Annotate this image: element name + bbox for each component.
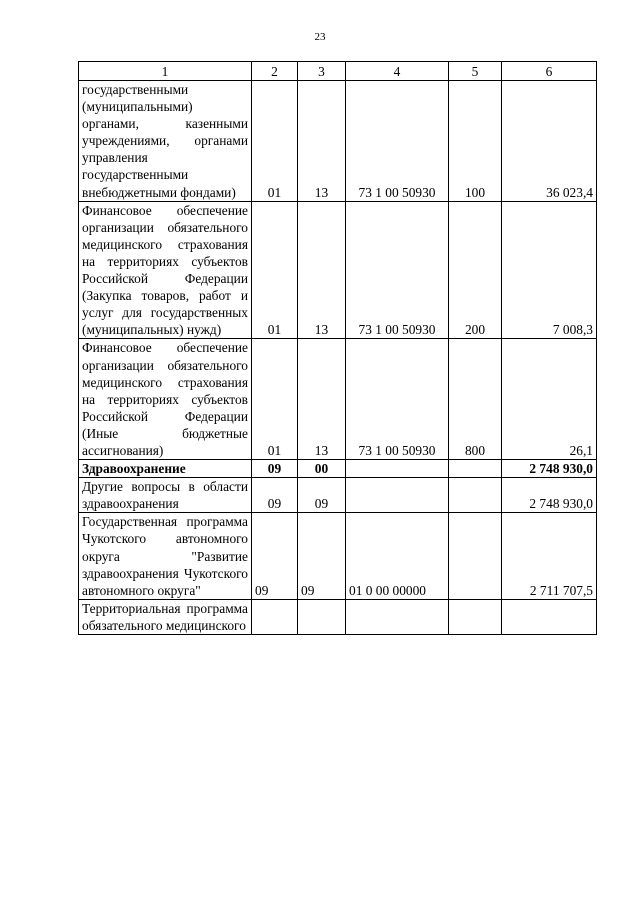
row-name: Другие вопросы в области здравоохранения (79, 478, 252, 513)
row-name: государственными (муниципальными) органами, казенными учреждениями, органами управления государственными внебюджетными фондами) (79, 81, 252, 202)
column-header: 6 (502, 62, 597, 81)
column-header: 1 (79, 62, 252, 81)
row-target-article: 73 1 00 50930 (346, 339, 449, 460)
budget-table (78, 61, 597, 635)
row-name: Территориальная программа обязательного медицинского (79, 599, 252, 634)
table-row (79, 478, 597, 513)
row-expense-type: 200 (449, 201, 502, 339)
table-row (79, 599, 597, 634)
row-amount: 26,1 (502, 339, 597, 460)
row-section: 09 (252, 513, 298, 599)
row-subsection: 13 (298, 201, 346, 339)
row-subsection: 00 (298, 460, 346, 478)
row-amount: 2 748 930,0 (502, 478, 597, 513)
row-expense-type (449, 460, 502, 478)
row-subsection: 13 (298, 339, 346, 460)
table-row (79, 513, 597, 599)
row-name: Здравоохранение (79, 460, 252, 478)
row-subsection: 09 (298, 513, 346, 599)
row-section: 01 (252, 81, 298, 202)
table-row-section-total (79, 460, 597, 478)
row-subsection (298, 599, 346, 634)
row-name: Финансовое обеспечение организации обязательного медицинского страхования на территориях субъектов Российской Федерации (Закупка товаров, работ и услуг для государственных (муниципальных) нужд) (79, 201, 252, 339)
row-name: Государственная программа Чукотского автономного округа "Развитие здравоохранения Чукотского автономного округа" (79, 513, 252, 599)
row-section (252, 599, 298, 634)
row-name: Финансовое обеспечение организации обязательного медицинского страхования на территориях субъектов Российской Федерации (Иные бюджетные ассигнования) (79, 339, 252, 460)
row-target-article: 73 1 00 50930 (346, 81, 449, 202)
column-header: 3 (298, 62, 346, 81)
row-expense-type (449, 599, 502, 634)
row-expense-type (449, 513, 502, 599)
row-section: 09 (252, 478, 298, 513)
row-section: 09 (252, 460, 298, 478)
page-number: 23 (314, 31, 326, 43)
row-amount: 2 711 707,5 (502, 513, 597, 599)
row-subsection: 13 (298, 81, 346, 202)
row-amount: 2 748 930,0 (502, 460, 597, 478)
table-row (79, 201, 597, 339)
table-header-row (79, 62, 597, 81)
row-expense-type: 100 (449, 81, 502, 202)
row-subsection: 09 (298, 478, 346, 513)
table-row (79, 81, 597, 202)
row-section: 01 (252, 339, 298, 460)
row-target-article (346, 478, 449, 513)
column-header: 5 (449, 62, 502, 81)
row-target-article: 73 1 00 50930 (346, 201, 449, 339)
row-amount: 36 023,4 (502, 81, 597, 202)
row-expense-type: 800 (449, 339, 502, 460)
row-target-article (346, 460, 449, 478)
row-amount: 7 008,3 (502, 201, 597, 339)
row-target-article: 01 0 00 00000 (346, 513, 449, 599)
row-target-article (346, 599, 449, 634)
column-header: 2 (252, 62, 298, 81)
row-amount (502, 599, 597, 634)
table-row (79, 339, 597, 460)
column-header: 4 (346, 62, 449, 81)
row-section: 01 (252, 201, 298, 339)
row-expense-type (449, 478, 502, 513)
